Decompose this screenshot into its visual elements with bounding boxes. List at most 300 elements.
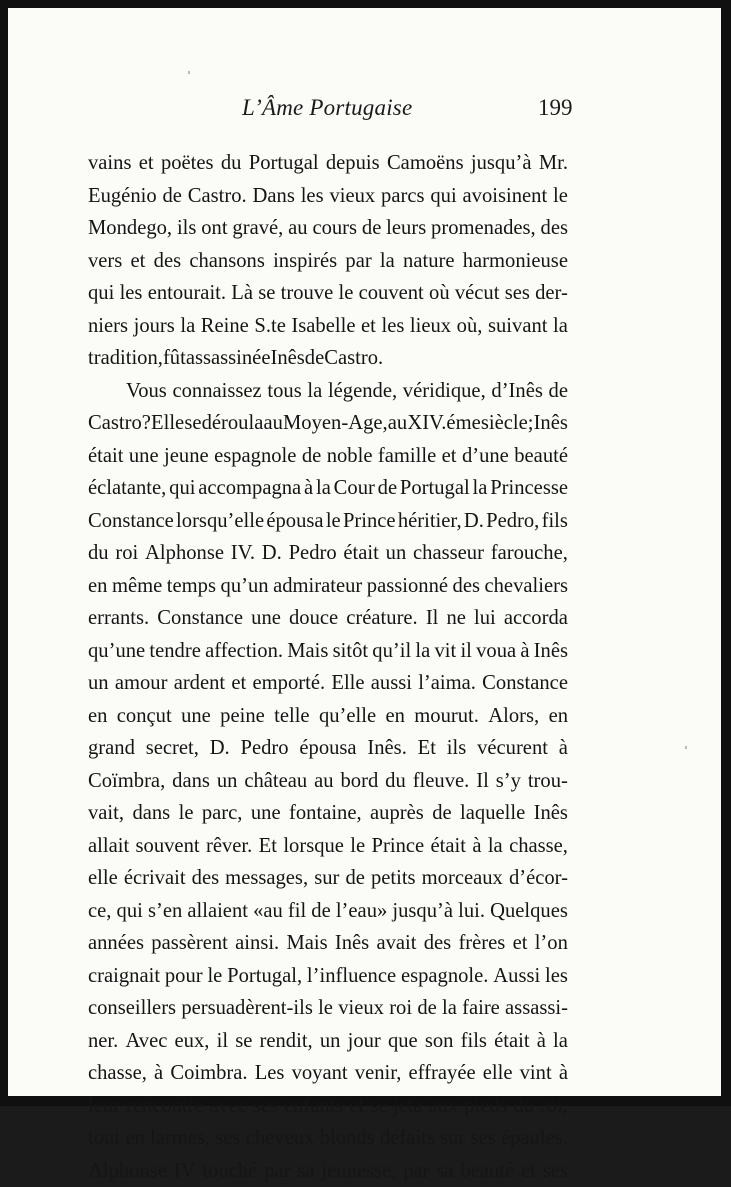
word: sitôt <box>333 635 368 668</box>
word: sur <box>314 862 339 895</box>
word: Aussi <box>493 960 540 993</box>
word: promenades, <box>431 212 536 245</box>
word: ses <box>253 1090 278 1123</box>
word: du <box>221 147 242 180</box>
word: passionné <box>367 570 448 603</box>
word: conçut <box>117 700 172 733</box>
word: épousa <box>266 505 323 538</box>
scan-speck <box>685 746 687 749</box>
word: mourut. <box>414 700 479 733</box>
word: et <box>349 1090 364 1123</box>
text-line <box>88 830 568 863</box>
word: le <box>326 505 341 538</box>
word: Alphonse <box>145 537 224 570</box>
word: harmonieuse <box>463 245 568 278</box>
word: leur <box>88 1090 120 1123</box>
word: XIV.éme <box>407 407 480 440</box>
word: peine <box>220 700 265 733</box>
word: parc, <box>202 797 243 830</box>
word: accorda <box>504 602 568 635</box>
word: chasse, <box>88 1057 147 1090</box>
word: lieux <box>410 310 451 343</box>
word: l’eau» <box>336 895 387 928</box>
word: avait <box>376 927 416 960</box>
word: véridique, <box>403 375 486 408</box>
word: son <box>425 1025 454 1058</box>
word: rencontre <box>126 1090 204 1123</box>
word: Mondego, <box>88 212 172 245</box>
word: la <box>442 992 457 1025</box>
word: jusqu’à <box>471 147 532 180</box>
word: aux <box>429 1090 459 1123</box>
word: le <box>179 797 194 830</box>
word: bord <box>341 765 379 798</box>
word: l’influence <box>307 960 396 993</box>
word: un <box>217 765 238 798</box>
word: souvent <box>136 830 200 863</box>
word: de <box>302 440 321 473</box>
word: Constance <box>157 602 243 635</box>
word: Castro. <box>188 180 247 213</box>
word: se <box>235 1025 252 1058</box>
word: vers <box>88 245 122 278</box>
word: affection. <box>205 635 283 668</box>
word: accompagna <box>198 472 301 505</box>
word: fils <box>542 505 568 538</box>
word: farouche, <box>491 537 568 570</box>
text-line <box>88 602 568 635</box>
word: en <box>385 700 404 733</box>
word: niers <box>88 310 128 343</box>
word: D. <box>464 505 484 538</box>
text-line <box>88 635 568 668</box>
word: Princesse <box>490 472 568 505</box>
word: le <box>318 992 333 1025</box>
word: la <box>473 472 488 505</box>
word: cours <box>312 212 357 245</box>
word: Coïmbra, <box>88 765 165 798</box>
word: la <box>380 245 395 278</box>
word: D. <box>262 537 282 570</box>
text-line <box>88 960 568 993</box>
word: ses <box>471 1122 496 1155</box>
word: beauté <box>460 1155 514 1187</box>
word: un <box>320 1025 341 1058</box>
word: assassi- <box>505 992 568 1025</box>
text-line <box>88 765 568 798</box>
word: de <box>162 180 181 213</box>
word: était <box>431 830 466 863</box>
word: Eugénio <box>88 180 157 213</box>
word: même <box>112 570 162 603</box>
text-line <box>88 992 568 1025</box>
word: ils <box>447 732 466 765</box>
word: Portugal <box>249 147 319 180</box>
word: rendit, <box>260 1025 313 1058</box>
word: jour <box>348 1025 381 1058</box>
word: parcs <box>381 180 424 213</box>
word: et <box>131 245 146 278</box>
text-line <box>88 147 568 180</box>
word: et <box>231 667 246 700</box>
word: sur <box>440 1122 465 1155</box>
word: une <box>251 602 281 635</box>
word: Prince <box>343 505 396 538</box>
word: jeunesse, <box>321 1155 396 1187</box>
word: d’une <box>462 440 509 473</box>
word: dans <box>132 797 170 830</box>
word: que <box>388 1025 418 1058</box>
word: ainsi. <box>235 927 279 960</box>
word: il <box>460 635 471 668</box>
word: Mais <box>286 927 327 960</box>
word: la <box>488 830 503 863</box>
word: jeune <box>164 440 209 473</box>
text-line <box>88 1057 568 1090</box>
word: douce <box>289 602 338 635</box>
running-title: L’Âme Portugaise <box>242 95 412 121</box>
word: Portugal <box>400 472 470 505</box>
word: château <box>244 765 307 798</box>
text-line <box>88 895 568 928</box>
word: jours <box>134 310 175 343</box>
word: ses <box>215 1122 240 1155</box>
word: l’aima. <box>418 667 476 700</box>
word: sa <box>297 1155 314 1187</box>
word: Et <box>418 732 436 765</box>
word: Il <box>476 765 489 798</box>
word: à <box>304 472 313 505</box>
word: Inês. <box>367 732 406 765</box>
text-line <box>88 472 568 505</box>
word: à <box>559 732 568 765</box>
word: à <box>154 1057 163 1090</box>
word: se <box>370 1090 387 1123</box>
word: il <box>217 1025 228 1058</box>
word: de <box>362 212 381 245</box>
word: voua <box>476 635 516 668</box>
word: Pedro <box>289 537 337 570</box>
word: Alors, <box>488 700 539 733</box>
text-line <box>88 245 568 278</box>
word: par <box>345 245 371 278</box>
word: des <box>541 212 568 245</box>
text-line <box>88 570 568 603</box>
word: depuis <box>326 147 380 180</box>
word: en <box>125 1122 144 1155</box>
word: d’Inês <box>491 375 542 408</box>
word: errants. <box>88 602 149 635</box>
word: Inês <box>534 407 568 440</box>
word: Inês <box>534 635 568 668</box>
word: blonds <box>320 1122 375 1155</box>
word: frères <box>458 927 505 960</box>
word: persuadèrent-ils <box>181 992 313 1025</box>
word: des <box>424 927 451 960</box>
word: admirateur <box>273 570 362 603</box>
word: Isabelle <box>291 310 355 343</box>
text-line <box>88 310 568 343</box>
word: nature <box>403 245 454 278</box>
word: chevaliers <box>485 570 568 603</box>
word: une <box>181 700 211 733</box>
book-page <box>8 8 721 1096</box>
word: Elle <box>331 667 364 700</box>
word: qu’il <box>372 635 411 668</box>
word: par <box>264 1155 290 1187</box>
word: était <box>88 440 123 473</box>
word: de <box>549 375 568 408</box>
word: temps <box>167 570 216 603</box>
word: et <box>361 310 376 343</box>
word: messages, <box>225 862 308 895</box>
word: Pedro, <box>486 505 539 538</box>
body-text <box>88 147 568 1187</box>
word: famille <box>378 440 436 473</box>
word: de <box>311 895 330 928</box>
word: fil <box>288 895 306 928</box>
word: ont <box>201 212 227 245</box>
word: le <box>207 960 222 993</box>
text-line <box>88 537 568 570</box>
text-line <box>88 1025 568 1058</box>
word: et <box>513 927 528 960</box>
word: allait <box>88 830 129 863</box>
word: et <box>521 1155 536 1187</box>
word: fils <box>461 1025 487 1058</box>
word: à <box>520 635 529 668</box>
word: héritier, <box>398 505 462 538</box>
word: assassinée <box>186 342 271 375</box>
word: Cour <box>334 472 375 505</box>
page-number: 199 <box>538 95 573 121</box>
word: tendre <box>149 635 200 668</box>
word: les <box>120 277 143 310</box>
text-line <box>88 1122 568 1155</box>
word: ses <box>505 277 530 310</box>
word: emporté. <box>253 667 326 700</box>
word: qui <box>430 180 456 213</box>
word: au <box>388 407 407 440</box>
word: qui <box>88 277 114 310</box>
word: ils <box>177 212 196 245</box>
word: vit <box>434 635 456 668</box>
word: ner. <box>88 1025 118 1058</box>
word: du <box>88 537 109 570</box>
word: lui <box>474 602 496 635</box>
word: l’on <box>535 927 568 960</box>
word: Constance <box>482 667 568 700</box>
word: de <box>345 862 364 895</box>
text-line <box>88 862 568 895</box>
word: le <box>553 180 568 213</box>
word: Coimbra. <box>170 1057 247 1090</box>
word: poëtes <box>161 147 214 180</box>
word: déroula <box>202 407 264 440</box>
word: chansons <box>189 245 265 278</box>
text-line <box>88 1155 568 1187</box>
word: Inês <box>335 927 369 960</box>
word: une <box>129 440 159 473</box>
word: voyant <box>292 1057 348 1090</box>
text-line <box>88 732 568 765</box>
text-line <box>88 797 568 830</box>
word: pieds <box>464 1090 507 1123</box>
text-line <box>88 927 568 960</box>
word: Alphonse <box>88 1155 167 1187</box>
word: Portugal, <box>227 960 302 993</box>
word: leurs <box>386 212 426 245</box>
word: jusqu’à <box>392 895 453 928</box>
word: qu’une <box>88 635 145 668</box>
word: ses <box>543 1155 568 1187</box>
text-line <box>88 667 568 700</box>
word: espagnole. <box>401 960 489 993</box>
word: beauté <box>514 440 568 473</box>
word: un <box>88 667 109 700</box>
word: la <box>307 375 322 408</box>
word: par <box>403 1155 429 1187</box>
word: Avec <box>125 1025 167 1058</box>
word: se <box>258 277 275 310</box>
word: tout <box>88 1122 120 1155</box>
word: était <box>494 1025 529 1058</box>
word: Pedro <box>241 732 289 765</box>
word: se <box>184 407 201 440</box>
word: en <box>88 570 107 603</box>
word: eux, <box>175 1025 210 1058</box>
word: à <box>559 1057 568 1090</box>
word: le <box>338 277 353 310</box>
word: écrivait <box>124 862 186 895</box>
word: Castro. <box>324 342 383 375</box>
word: fleuve. <box>413 765 470 798</box>
word: Camoëns <box>387 147 464 180</box>
word: elle <box>88 862 118 895</box>
word: Quelques <box>490 895 568 928</box>
word: d’écor- <box>509 862 568 895</box>
word: des <box>154 245 181 278</box>
word: amour <box>115 667 168 700</box>
word: au <box>263 407 282 440</box>
word: les <box>545 960 568 993</box>
word: épousa <box>299 732 356 765</box>
word: Là <box>231 277 253 310</box>
word: lorsqu’elle <box>176 505 264 538</box>
word: entourait. <box>148 277 226 310</box>
word: grand <box>88 732 135 765</box>
word: D. <box>210 732 230 765</box>
word: Reine <box>201 310 249 343</box>
text-line <box>88 440 568 473</box>
word: roi <box>389 992 412 1025</box>
word: der- <box>535 277 568 310</box>
word: lorsque <box>283 830 344 863</box>
word: conseillers <box>88 992 176 1025</box>
word: telle <box>274 700 309 733</box>
word: créature. <box>346 602 417 635</box>
word: roi, <box>540 1090 568 1123</box>
word: à <box>537 1025 546 1058</box>
word: passèrent <box>151 927 228 960</box>
word: ce, <box>88 895 111 928</box>
word: un <box>386 537 407 570</box>
word: des <box>192 862 219 895</box>
word: IV <box>174 1155 196 1187</box>
text-line <box>88 505 568 538</box>
word: la <box>316 472 331 505</box>
word: vait, <box>88 797 124 830</box>
word: fontaine, <box>289 797 362 830</box>
word: rêver. <box>206 830 252 863</box>
word: Il <box>426 602 439 635</box>
word: en <box>88 700 107 733</box>
word: les <box>381 310 404 343</box>
word: années <box>88 927 144 960</box>
word: pour <box>165 960 203 993</box>
word: qui <box>169 472 195 505</box>
word: de <box>432 797 451 830</box>
word: trou- <box>528 765 568 798</box>
word: «au <box>253 895 283 928</box>
word: sa <box>436 1155 453 1187</box>
word: défaits <box>380 1122 435 1155</box>
word: vint <box>520 1057 552 1090</box>
word: légende, <box>328 375 397 408</box>
word: qui <box>117 895 143 928</box>
word: Inês <box>270 342 304 375</box>
scan-speck <box>188 71 190 74</box>
word: la <box>553 1025 568 1058</box>
word: qu’un <box>221 570 269 603</box>
word: roi <box>115 537 138 570</box>
word: vécurent <box>477 732 548 765</box>
word: vécut <box>455 277 500 310</box>
word: vieux <box>338 992 384 1025</box>
word: épaules. <box>501 1122 568 1155</box>
word: S.te <box>254 310 285 343</box>
word: du <box>385 765 406 798</box>
word: tous <box>267 375 301 408</box>
word: touché <box>202 1155 257 1187</box>
word: gravé, <box>232 212 283 245</box>
word: siècle; <box>481 407 534 440</box>
word: couvent <box>359 277 424 310</box>
word: chasse, <box>509 830 568 863</box>
word: était <box>343 537 378 570</box>
word: vieux <box>329 180 375 213</box>
word: s’y <box>496 765 521 798</box>
word: de <box>305 342 324 375</box>
word: enfants <box>284 1090 343 1123</box>
word: espagnole <box>214 440 296 473</box>
word: la <box>180 310 195 343</box>
word: Mr. <box>539 147 568 180</box>
word: elle <box>483 1057 513 1090</box>
word: effrayée <box>409 1057 476 1090</box>
word: Vous <box>126 375 167 408</box>
word: où, <box>457 310 483 343</box>
word: fût <box>163 342 186 375</box>
word: tradition, <box>88 342 163 375</box>
text-line <box>88 277 568 310</box>
word: la <box>553 310 568 343</box>
word: au <box>314 765 333 798</box>
word: à <box>472 830 481 863</box>
word: larmes, <box>150 1122 210 1155</box>
word: laquelle <box>460 797 525 830</box>
word: le <box>350 830 365 863</box>
